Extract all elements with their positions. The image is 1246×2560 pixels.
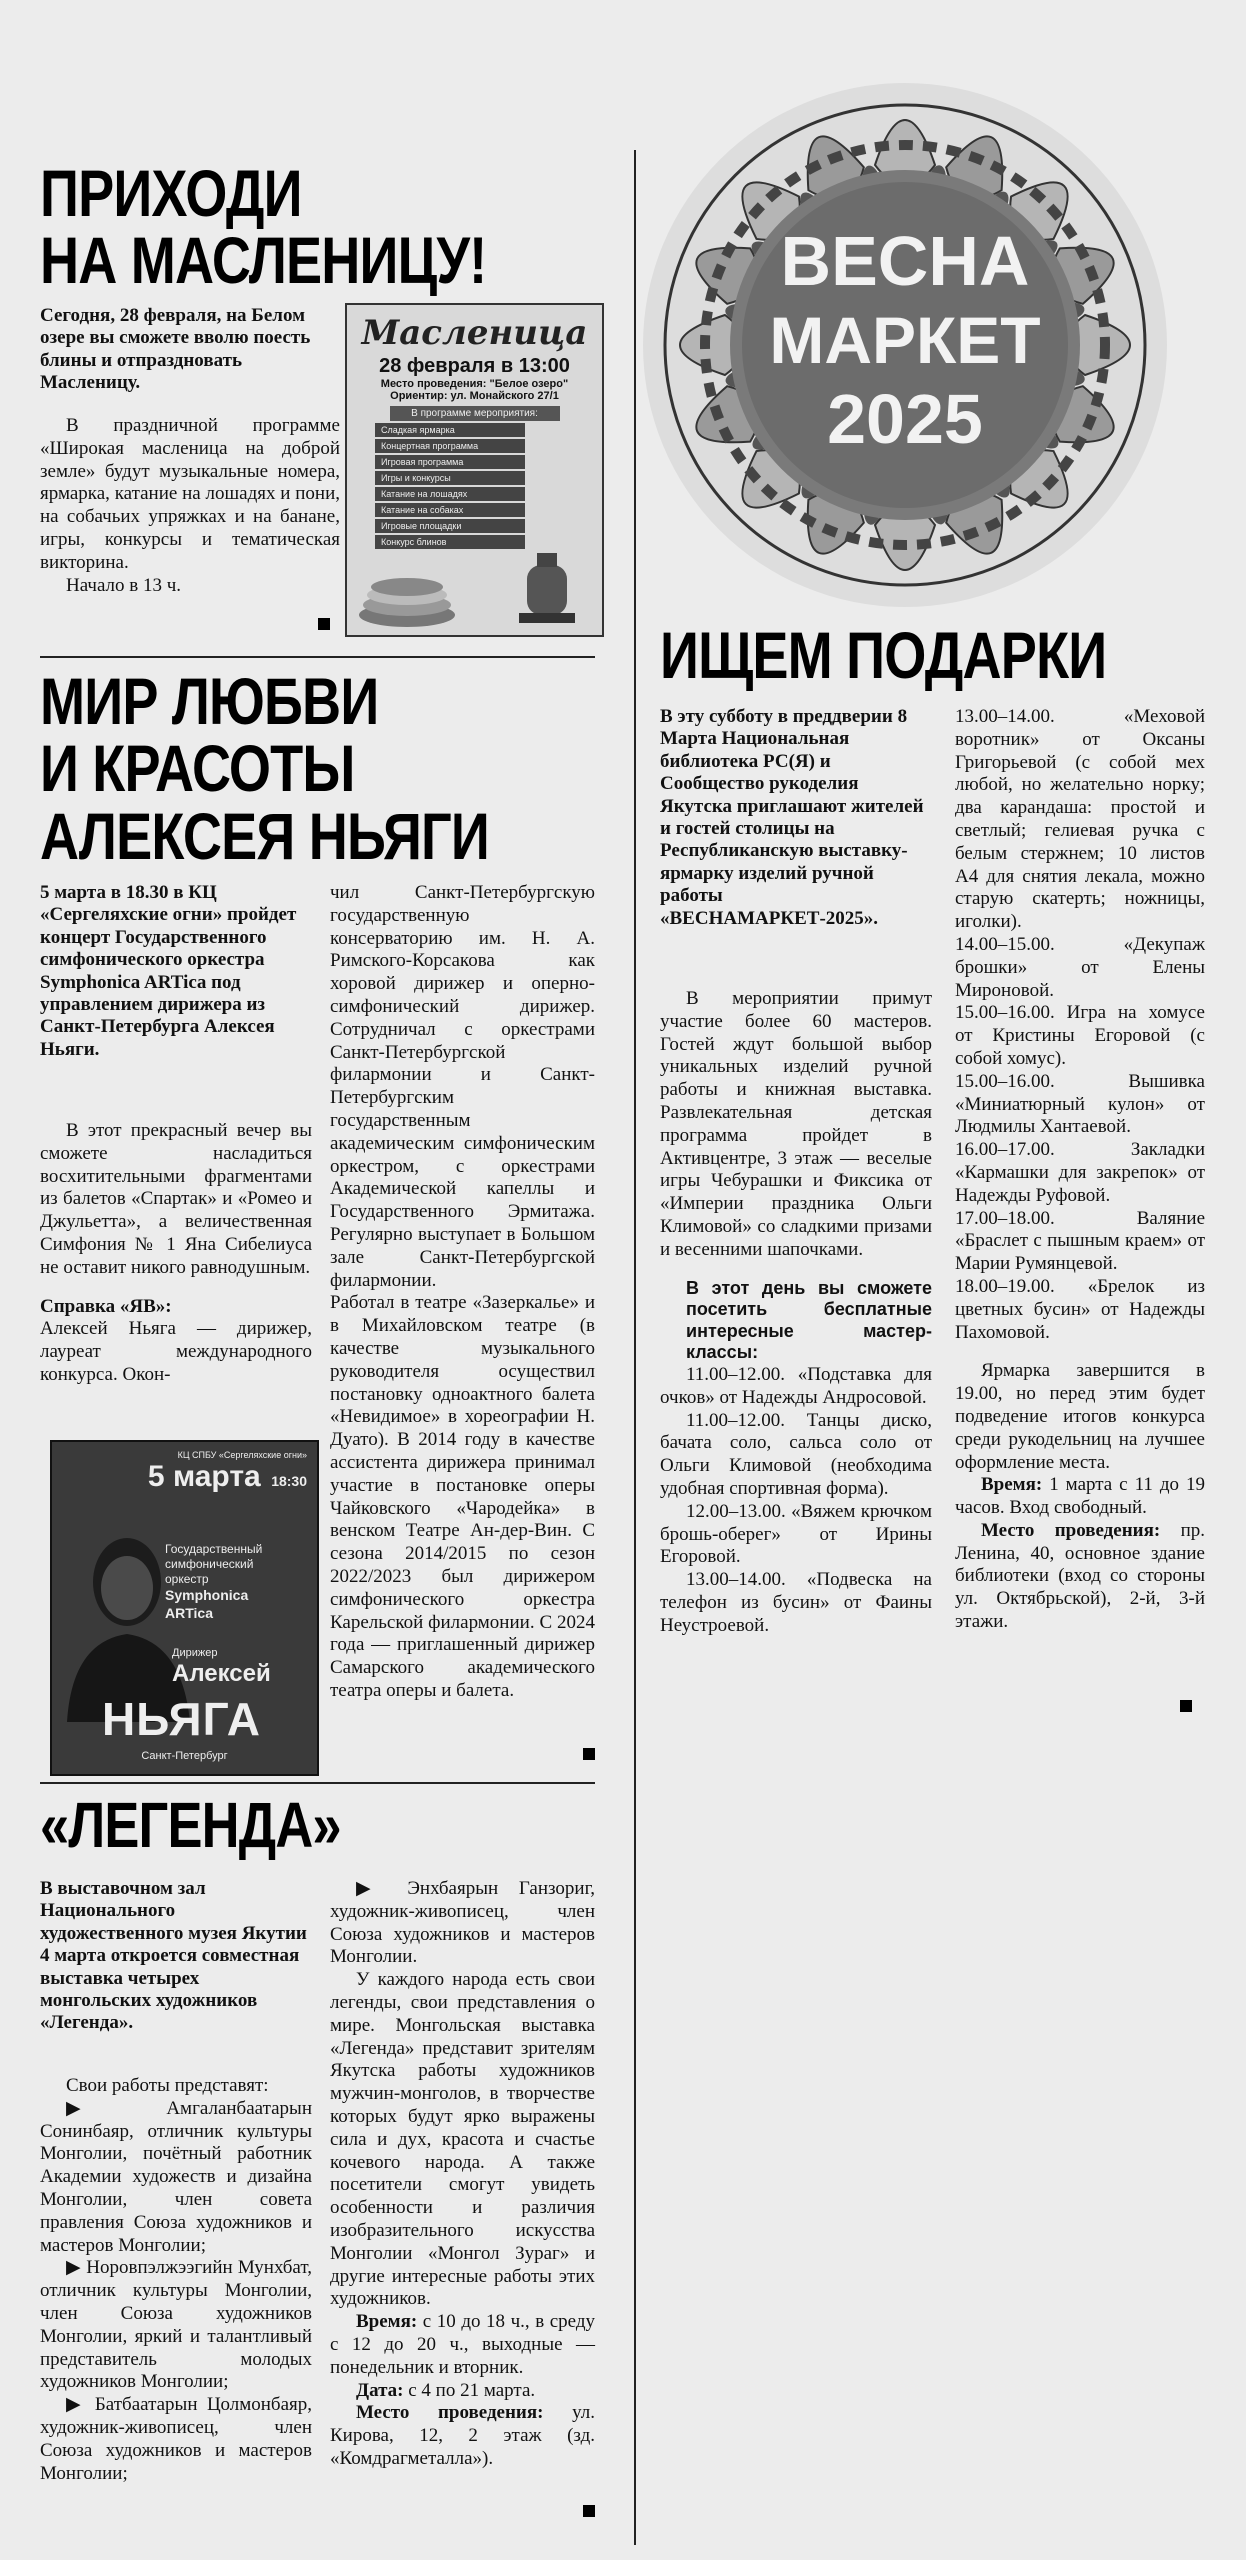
masterclass-item: 13.00–14.00. «Подвеска на телефон из бусин» от Фаины Неустроевой. (660, 1569, 932, 1636)
legenda-place-label: Место проведения: (356, 2402, 544, 2424)
nyaga-body-col2 (330, 882, 595, 1703)
nyaga-reference (40, 1296, 312, 1319)
masterclass-item: 15.00–16.00. Вышивка «Миниатюрный кулон» от Людмилы Хантаевой. (955, 1070, 1205, 1138)
maslenitsa-paragraph: В праздничной программе «Широкая масленица на доброй земле» будут музыкальные номера, ярмарка, катание на лошадях и пони, на собачьих упряжках и на банане, игры, конкурсы и тематическая викторина. (40, 415, 340, 573)
nyaga-title-line1: МИР ЛЮБВИ (40, 664, 379, 738)
poster-program-item: Игровые площадки (375, 519, 525, 533)
nyaga-title-line2: И КРАСОТЫ (40, 731, 355, 806)
masterclass-heading (660, 1278, 932, 1364)
poster-program-item: Игровая программа (375, 455, 525, 469)
nyaga-poster-org2: симфонический (165, 1557, 254, 1571)
podarki-body-col1 (660, 988, 932, 1638)
nyaga-poster-time: 18:30 (271, 1473, 307, 1489)
podarki-place-text: пр. Ленина, 40, основное здание библиотеки (вход со стороны ул. Октябрьской), 2-й, 3-й этажи. (955, 1519, 1205, 1633)
nyaga-poster-role: Дирижер (172, 1647, 218, 1659)
nyaga-poster (50, 1440, 319, 1776)
podarki-headline: ИЩЕМ ПОДАРКИ (660, 618, 1107, 692)
legenda-body-col1 (40, 2075, 312, 2485)
podarki-lead: В эту субботу в преддверии 8 Марта Национальная библиотека РС(Я) и Сообщество рукоделия Якутска приглашают жителей и гостей столицы на Республиканскую выставку-ярмарку изделий ручной работы «ВЕСНАМАРКЕТ-2025». (660, 706, 924, 929)
badge-line3: 2025 (827, 380, 983, 458)
nyaga-reference-text: Алексей Ньяга — дирижер, лауреат международного конкурса. Окон- (40, 1318, 312, 1385)
legenda-time-label: Время: (356, 2311, 418, 2333)
podarki-time (955, 1474, 1205, 1520)
masterclass-item: 12.00–13.00. «Вяжем крючком брошь-оберег» от Ирины Егоровой. (660, 1500, 932, 1568)
nyaga-poster-date-row (52, 1460, 317, 1494)
podarki-body-col2 (955, 706, 1205, 1634)
nyaga-lead: 5 марта в 18.30 в КЦ «Сергеляхские огни» пройдет концерт Государственного симфонического оркестра Symphonica ARTica под управлением дирижера из Санкт-Петербурга Алексея Ньяги. (40, 882, 297, 1060)
nyaga-poster-city: Санкт-Петербург (141, 1750, 228, 1762)
legenda-time-text: с 10 до 18 ч., в среду с 12 до 20 ч., выходные — понедельник и вторник. (330, 2311, 596, 2378)
artist-item: ▶ Энхбаярын Ганзориг, художник-живописец, член Союза художников и мастеров Монголии. (330, 1878, 595, 1968)
artist-item: ▶ Норовпэлжээгийн Мунхбат, отличник культуры Монголии, член Союза художников Монголии, яркий и талантливый представитель молодых художников Монголии; (40, 2257, 312, 2393)
maslenitsa-headline (40, 156, 487, 298)
nyaga-end-mark (583, 1748, 595, 1760)
maslenitsa-start-time: Начало в 13 ч. (66, 574, 182, 596)
maslenitsa-body (40, 415, 340, 597)
nyaga-poster-org5: ARTica (165, 1604, 213, 1621)
podarki-time-label: Время: (981, 1474, 1043, 1496)
badge-line2: МАРКЕТ (769, 303, 1041, 377)
nyaga-body-col1 (40, 1120, 312, 1387)
legenda-paragraph: У каждого народа есть свои легенды, свои представления о мире. Монгольская выставка «Легенда» представит зрителям Якутска работы художников мужчин-монголов, в творчестве которых будут ярко выражены сила и дух, красота и счастье кочевого народа. А также посетители смогут увидеть особенности и различия изобразительного искусства Монголии «Монгол Зураг» и другие интересные работы этих художников. (330, 1969, 595, 2310)
section-divider (40, 1782, 595, 1784)
column-divider (634, 150, 636, 2545)
masterclass-item: 15.00–16.00. Игра на хомусе от Кристины Егоровой (с собой хомус). (955, 1002, 1205, 1069)
nyaga-paragraph-career: Работал в театре «Зазеркалье» и в Михайловском театре (в качестве музыкального руководителя осуществил постановку одноактного балета «Невидимое» в хореографии Н. Дуато). В 2014 году в качестве ассистента дирижера принимал участие в постановке оперы Чайковского «Чародейка» в венском Театре Ан-дер-Вин. С сезона 2014/2015 по сезон 2022/2023 был дирижером симфонического оркестра Карельской филармонии. С 2024 года — приглашенный дирижер Самарского академического театра оперы и балета. (330, 1292, 595, 1701)
legenda-date-text: с 4 по 21 марта. (408, 2379, 536, 2401)
legenda-body-col2 (330, 1878, 595, 2471)
podarki-place-label: Место проведения: (981, 1519, 1161, 1541)
legenda-lead: В выставочном зал Национального художественного музея Якутии 4 марта откроется совместная выставка четырех монгольских художников «Легенда». (40, 1878, 307, 2034)
nyaga-poster-name1: Алексей (172, 1660, 271, 1687)
maslenitsa-poster-title: Масленица (361, 313, 588, 353)
legenda-place (330, 2402, 595, 2470)
maslenitsa-title-line2: НА МАСЛЕНИЦУ! (40, 223, 487, 298)
nyaga-poster-venue: КЦ СПБУ «Сергеляхские огни» (177, 1450, 307, 1460)
nyaga-reference-label: Справка «ЯВ»: (40, 1295, 172, 1317)
nyaga-paragraph: В этот прекрасный вечер вы сможете насладиться восхитительными фрагментами из балетов «Спартак» и «Ромео и Джульетта», а величественная Симфония № 1 Яна Сибелиуса не оставит никого равнодушным. (40, 1120, 312, 1278)
nyaga-paragraph-continued: чил Санкт-Петербургскую государственную консерваторию им. Н. А. Римского-Корсакова как хоровой дирижер и оперно-симфонический дирижер. Сотрудничал с оркестрами Санкт-Петербургской филармонии и Санкт-Петербургским государственным академическим симфоническим оркестром, с оркестрами Академической капеллы и Государственного Эрмитажа. Регулярно выступает в Большом зале Санкт-Петербургской филармонии. (330, 882, 595, 1291)
masterclass-item: 16.00–17.00. Закладки «Кармашки для закрепок» от Надежды Руфовой. (955, 1139, 1205, 1206)
poster-program-item: Конкурс блинов (375, 535, 525, 549)
poster-program-item: Концертная программа (375, 439, 525, 453)
podarki-paragraph: В мероприятии примут участие более 60 мастеров. Гостей ждут большой выбор уникальных изделий ручной работы и книжная выставка. Развлекательная детская программа пройдет в Активцентре, 3 этаж — веселые игры Чебурашки и Фиксика от «Империи праздника Ольги Климовой» со сладкими призами и весенними шапочками. (660, 988, 932, 1260)
masterclass-item: 11.00–12.00. Танцы диско, бачата соло, сальса соло от Ольги Климовой (необходима удобная спортивная форма). (660, 1409, 932, 1499)
podarki-closing: Ярмарка завершится в 19.00, но перед этим будет подведение итогов конкурса среди рукодельниц на лучшее оформление места. (955, 1360, 1205, 1473)
vesna-market-badge (640, 80, 1170, 610)
masterclass-item: 14.00–15.00. «Декупаж брошки» от Елены Мироновой. (955, 933, 1205, 1001)
artist-item: ▶ Батбаатарын Цолмонбаяр, художник-живописец, член Союза художников и мастеров Монголии; (40, 2394, 312, 2484)
podarki-time-text: 1 марта с 11 до 19 часов. Вход свободный. (955, 1474, 1205, 1519)
nyaga-poster-org1: Государственный (165, 1542, 263, 1556)
nyaga-title-line3: АЛЕКСЕЯ НЬЯГИ (40, 798, 490, 873)
maslenitsa-poster-date: 28 февраля в 13:00 (379, 355, 570, 377)
podarki-end-mark (1180, 1700, 1192, 1712)
nyaga-poster-org4: Symphonica (165, 1587, 249, 1603)
artist-item: ▶ Амгаланбаатарын Сонинбаяр, отличник культуры Монголии, почётный работник Академии художеств и дизайна Монголии, член совета правления Союза художников и мастеров Монголии; (40, 2097, 312, 2256)
maslenitsa-title-line1: ПРИХОДИ (40, 156, 302, 230)
legenda-date-label: Дата: (356, 2379, 404, 2401)
masterclass-item: 13.00–14.00. «Меховой воротник» от Оксаны Григорьевой (с собой мех любой, но желательно норку; два карандаша: простой и светлый; гелиевая ручка с белым стержнем; 10 листов А4 для снятия лекала, можно старую скатерть; ножницы, иголки). (955, 706, 1205, 933)
legenda-time (330, 2311, 595, 2379)
maslenitsa-poster-place1: Место проведения: "Белое озеро" (380, 378, 569, 390)
nyaga-poster-name2: НЬЯГА (102, 1693, 261, 1745)
legenda-intro: Свои работы представят: (66, 2075, 269, 2096)
legenda-headline: «ЛЕГЕНДА» (40, 1789, 341, 1861)
legenda-end-mark (583, 2505, 595, 2517)
nyaga-poster-org3: оркестр (165, 1572, 209, 1586)
masterclass-item: 17.00–18.00. Валяние «Браслет с пышным краем» от Марии Румянцевой. (955, 1207, 1205, 1275)
section-divider (40, 656, 595, 658)
maslenitsa-poster-program (375, 423, 525, 549)
maslenitsa-poster (345, 303, 604, 637)
poster-program-item: Катание на собаках (375, 503, 525, 517)
badge-line1: ВЕСНА (780, 222, 1030, 300)
maslenitsa-end-mark (318, 618, 330, 630)
masterclass-item: 11.00–12.00. «Подставка для очков» от Надежды Андросовой. (660, 1363, 932, 1408)
masterclass-item: 18.00–19.00. «Брелок из цветных бусин» от Надежды Пахомовой. (955, 1275, 1205, 1343)
nyaga-headline (40, 664, 490, 873)
poster-program-item: Игры и конкурсы (375, 471, 525, 485)
nyaga-poster-date: 5 марта (147, 1460, 261, 1493)
podarki-place (955, 1520, 1205, 1634)
poster-program-item: Сладкая ярмарка (375, 423, 525, 437)
maslenitsa-lead: Сегодня, 28 февраля, на Белом озере вы сможете вволю поесть блины и отпраздновать Масленицу. (40, 305, 311, 394)
maslenitsa-poster-place2: Ориентир: ул. Монайского 27/1 (390, 390, 559, 402)
maslenitsa-poster-program-label: В программе мероприятия: (390, 406, 560, 421)
legenda-date (330, 2380, 595, 2403)
legenda-place-text: ул. Кирова, 12, 2 этаж (зд. «Комдрагметалла»). (330, 2402, 595, 2469)
pancakes-samovar-illustration (347, 545, 602, 635)
poster-program-item: Катание на лошадях (375, 487, 525, 501)
masterclass-heading-text: В этот день вы сможете посетить бесплатные интересные мастер-классы: (686, 1277, 932, 1363)
